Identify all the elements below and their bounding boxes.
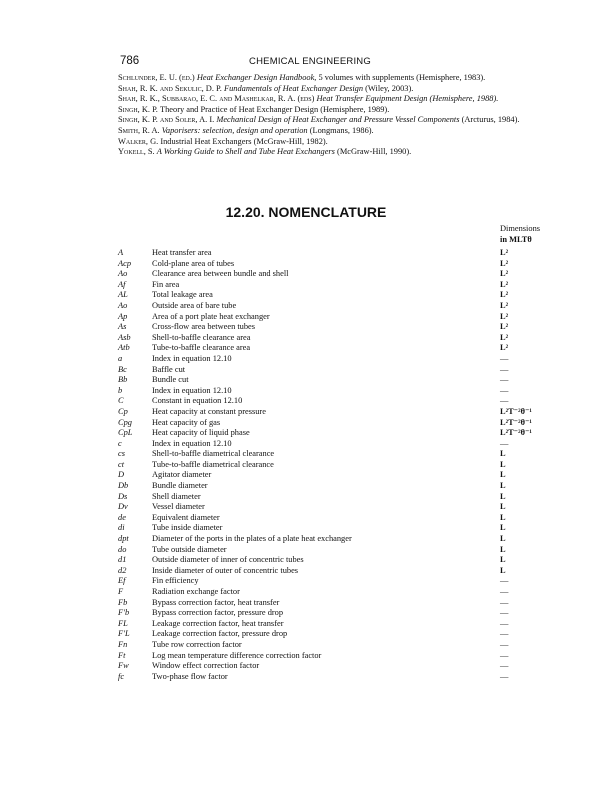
running-title: CHEMICAL ENGINEERING: [249, 56, 371, 67]
nomenclature-row: [118, 672, 568, 683]
description: Diameter of the ports in the plates of a plate heat exchanger: [152, 534, 352, 544]
reference-title: Vaporisers: selection, design and operation: [161, 125, 308, 135]
reference-entry: [118, 115, 562, 126]
nomenclature-row: [118, 269, 568, 280]
symbol: AL: [118, 290, 128, 300]
description: Tube-to-baffle diametrical clearance: [152, 459, 274, 469]
nomenclature-row: [118, 587, 568, 598]
description: Heat capacity of liquid phase: [152, 428, 250, 438]
further-reading-list: [118, 73, 562, 158]
reference-details: (McGraw-Hill, 1990).: [334, 147, 412, 157]
symbol: de: [118, 512, 126, 522]
dimensions: L²: [500, 300, 509, 310]
nomenclature-row: [118, 502, 568, 513]
symbol: FL: [118, 618, 128, 628]
reference-details: (Wiley, 2003).: [363, 83, 414, 93]
reference-author: Smith, R. A.: [118, 125, 162, 135]
reference-title: A Working Guide to Shell and Tube Heat Exchangers: [156, 147, 335, 157]
description: Area of a port plate heat exchanger: [152, 311, 270, 321]
reference-author: Shah, R. K. and Sekulic, D. P.: [118, 83, 224, 93]
nomenclature-row: [118, 481, 568, 492]
dimensions: L: [500, 544, 506, 554]
dimensions: —: [500, 385, 509, 395]
symbol: C: [118, 396, 124, 406]
dimensions: —: [500, 661, 509, 671]
description: Tube outside diameter: [152, 544, 227, 554]
symbol: Fw: [118, 661, 129, 671]
description: Bypass correction factor, pressure drop: [152, 608, 284, 618]
reference-author: Singh, K. P.: [118, 104, 160, 114]
description: Outside diameter of inner of concentric tubes: [152, 555, 304, 565]
nomenclature-row: [118, 513, 568, 524]
nomenclature-row: [118, 428, 568, 439]
dimensions: L: [500, 491, 506, 501]
dimensions: L²: [500, 279, 509, 289]
symbol: As: [118, 322, 127, 332]
dimensions: L²T⁻²θ⁻¹: [500, 406, 532, 416]
dimensions: L²: [500, 258, 509, 268]
description: Bypass correction factor, heat transfer: [152, 597, 280, 607]
nomenclature-row: [118, 566, 568, 577]
description: Inside diameter of outer of concentric tubes: [152, 565, 299, 575]
section-title: 12.20. NOMENCLATURE: [225, 204, 387, 220]
dimensions: —: [500, 650, 509, 660]
reference-title: Heat Exchanger Design Handbook: [196, 73, 315, 82]
reference-title: Mechanical Design of Heat Exchanger and Pressure Vessel Components: [216, 115, 460, 125]
symbol: ct: [118, 459, 125, 469]
nomenclature-row: [118, 290, 568, 301]
symbol: Cp: [118, 406, 128, 416]
dimensions: —: [500, 618, 509, 628]
dimensions: L²T⁻²θ⁻¹: [500, 417, 532, 427]
description: Two-phase flow factor: [152, 671, 228, 681]
nomenclature-row: [118, 343, 568, 354]
reference-author: Walker, G.: [118, 136, 161, 146]
description: Agitator diameter: [152, 470, 212, 480]
description: Outside area of bare tube: [152, 300, 237, 310]
nomenclature-row: [118, 555, 568, 566]
nomenclature-row: [118, 396, 568, 407]
description: Cold-plane area of tubes: [152, 258, 235, 268]
description: Tube row correction factor: [152, 639, 242, 649]
description: Leakage correction factor, heat transfer: [152, 618, 284, 628]
symbol: Fn: [118, 639, 128, 649]
dimensions: L²: [500, 269, 509, 279]
description: Shell-to-baffle clearance area: [152, 332, 251, 342]
nomenclature-row: [118, 608, 568, 619]
symbol: Af: [118, 279, 126, 289]
description: Radiation exchange factor: [152, 587, 240, 596]
nomenclature-row: [118, 523, 568, 534]
page-number: 786: [120, 55, 140, 67]
nomenclature-row: [118, 534, 568, 545]
symbol: D: [118, 470, 125, 480]
description: Index in equation 12.10: [152, 385, 232, 395]
dimensions: L²: [500, 290, 509, 300]
dimensions: L: [500, 470, 506, 480]
description: Clearance area between bundle and shell: [152, 269, 289, 279]
symbol: Ds: [118, 491, 128, 501]
nomenclature-row: [118, 312, 568, 323]
reference-author: Singh, K. P. and Soler, A. I.: [118, 115, 217, 125]
symbol: d1: [118, 555, 127, 565]
dimensions: —: [500, 396, 509, 406]
reference-entry: [118, 73, 562, 84]
symbol: dpt: [118, 534, 129, 544]
symbol: Cpg: [118, 417, 132, 427]
symbol: c: [118, 438, 122, 448]
description: Total leakage area: [152, 290, 213, 300]
symbol: a: [118, 353, 123, 363]
reference-details: Theory and Practice of Heat Exchanger Design (Hemisphere, 1989).: [160, 104, 390, 114]
dimensions: —: [500, 597, 509, 607]
reference-entry: [118, 147, 562, 158]
dimensions: L²: [500, 248, 509, 257]
nomenclature-row: [118, 407, 568, 418]
symbol: Asb: [118, 332, 131, 342]
reference-details: (Longmans, 1986).: [307, 125, 374, 135]
dimensions: L: [500, 523, 506, 533]
nomenclature-row: [118, 492, 568, 503]
symbol: do: [118, 544, 127, 554]
dimensions: L²: [500, 322, 509, 332]
description: Bundle cut: [152, 375, 189, 385]
dimensions: L²T⁻²θ⁻¹: [500, 428, 532, 438]
symbol: F′b: [118, 608, 130, 618]
dimensions: —: [500, 375, 509, 385]
description: Cross-flow area between tubes: [152, 322, 256, 332]
reference-author: Schlunder, E. U. (ed.): [118, 73, 197, 82]
description: Window effect correction factor: [152, 661, 260, 671]
symbol: F′L: [118, 629, 130, 639]
dimensions: L: [500, 555, 506, 565]
description: Heat capacity of gas: [152, 417, 221, 427]
description: Heat transfer area: [152, 248, 212, 257]
symbol: b: [118, 385, 123, 395]
description: Fin area: [152, 279, 180, 289]
symbol: Fb: [118, 597, 128, 607]
dimensions-header-line2: [500, 235, 540, 246]
reference-title: Fundamentals of Heat Exchanger Design: [223, 83, 364, 93]
reference-entry: [118, 105, 562, 116]
dimensions: —: [500, 608, 509, 618]
description: Shell-to-baffle diametrical clearance: [152, 449, 275, 459]
nomenclature-row: [118, 418, 568, 429]
dimensions: L²: [500, 311, 509, 321]
nomenclature-row: [118, 322, 568, 333]
dimensions: —: [500, 587, 509, 596]
reference-entry: [118, 126, 562, 137]
symbol: Bc: [118, 364, 127, 374]
symbol: F: [118, 587, 124, 596]
dimensions: —: [500, 364, 509, 374]
symbol: Db: [118, 481, 129, 491]
symbol: Atb: [118, 343, 130, 353]
dimensions: —: [500, 576, 509, 586]
nomenclature-row: [118, 449, 568, 460]
dimensions: —: [500, 639, 509, 649]
symbol: CpL: [118, 428, 133, 438]
symbol: Ao: [118, 269, 128, 279]
nomenclature-table: [118, 248, 568, 682]
symbol: Ft: [118, 650, 126, 660]
nomenclature-row: [118, 259, 568, 270]
dimensions: L: [500, 502, 506, 512]
page-header: [120, 55, 500, 69]
dimensions: L²: [500, 332, 509, 342]
description: Index in equation 12.10: [152, 438, 232, 448]
reference-details: (Arcturus, 1984).: [459, 115, 520, 125]
nomenclature-row: [118, 333, 568, 344]
dimensions-column-header: [500, 224, 540, 245]
nomenclature-row: [118, 354, 568, 365]
nomenclature-row: [118, 439, 568, 450]
nomenclature-row: [118, 470, 568, 481]
reference-author: Yokell, S.: [118, 147, 157, 157]
reference-title: Heat Transfer Equipment Design (Hemisphere, 1988).: [316, 94, 499, 104]
description: Leakage correction factor, pressure drop: [152, 629, 288, 639]
symbol: Dv: [118, 502, 128, 512]
dimensions: —: [500, 629, 509, 639]
description: Log mean temperature difference correction factor: [152, 650, 322, 660]
symbol: Bb: [118, 375, 128, 385]
dimensions-header-line1: Dimensions: [500, 224, 541, 233]
dimensions: L: [500, 481, 506, 491]
reference-entry: [118, 94, 562, 105]
symbol: d2: [118, 565, 127, 575]
description: Bundle diameter: [152, 481, 208, 491]
symbol: A: [118, 248, 124, 257]
dimensions: —: [500, 438, 509, 448]
description: Shell diameter: [152, 491, 201, 501]
dimensions: L: [500, 512, 506, 522]
symbol: di: [118, 523, 125, 533]
description: Fin efficiency: [152, 576, 199, 586]
nomenclature-row: [118, 460, 568, 471]
nomenclature-row: [118, 576, 568, 587]
dimensions: L: [500, 565, 506, 575]
description: Tube inside diameter: [152, 523, 223, 533]
nomenclature-row: [118, 640, 568, 651]
nomenclature-row: [118, 545, 568, 556]
description: Constant in equation 12.10: [152, 396, 243, 406]
dimensions: —: [500, 671, 509, 681]
reference-entry: [118, 137, 562, 148]
symbol: Ao: [118, 300, 128, 310]
description: Tube-to-baffle clearance area: [152, 343, 251, 353]
reference-author: Shah, R. K., Subbarao, E. C. and Mashelkar, R. A. (eds): [118, 94, 317, 104]
nomenclature-row: [118, 629, 568, 640]
reference-details: Industrial Heat Exchangers (McGraw-Hill, 1982).: [160, 136, 328, 146]
description: Equivalent diameter: [152, 512, 220, 522]
dimensions: L²: [500, 343, 509, 353]
nomenclature-row: [118, 280, 568, 291]
nomenclature-row: [118, 365, 568, 376]
symbol: Acp: [118, 258, 132, 268]
reference-details: , 5 volumes with supplements (Hemisphere, 1983).: [314, 73, 486, 82]
nomenclature-row: [118, 386, 568, 397]
description: Baffle cut: [152, 364, 186, 374]
nomenclature-row: [118, 375, 568, 386]
symbol: Ef: [118, 576, 126, 586]
nomenclature-row: [118, 619, 568, 630]
dimensions: —: [500, 353, 509, 363]
dimensions: L: [500, 459, 506, 469]
nomenclature-row: [118, 651, 568, 662]
dimensions: L: [500, 534, 506, 544]
symbol: Ap: [118, 311, 128, 321]
description: Heat capacity at constant pressure: [152, 406, 266, 416]
nomenclature-row: [118, 301, 568, 312]
nomenclature-row: [118, 248, 568, 259]
nomenclature-row: [118, 598, 568, 609]
nomenclature-row: [118, 661, 568, 672]
reference-entry: [118, 84, 562, 95]
symbol: cs: [118, 449, 125, 459]
description: Index in equation 12.10: [152, 353, 232, 363]
symbol: fc: [118, 671, 125, 681]
dimensions-header-line2-text: in MLTθ: [500, 234, 532, 244]
dimensions: L: [500, 449, 506, 459]
description: Vessel diameter: [152, 502, 205, 512]
